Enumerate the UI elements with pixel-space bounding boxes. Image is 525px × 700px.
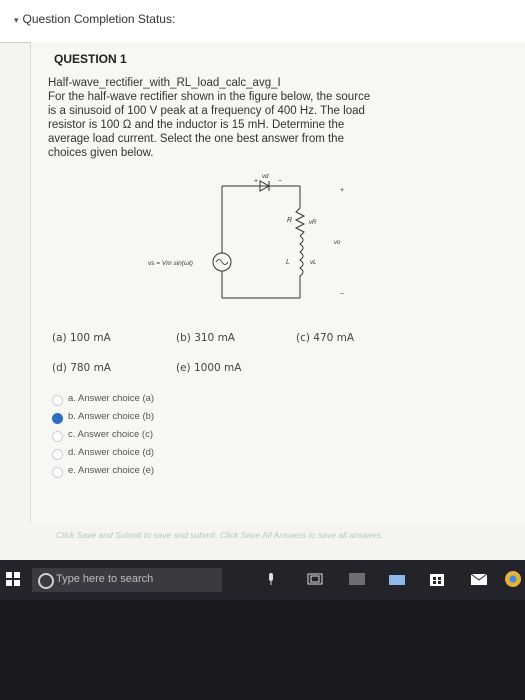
choice-c: (c) 470 mA: [296, 332, 355, 344]
radio-button-selected[interactable]: [52, 413, 63, 424]
question-body-line: is a sinusoid of 100 V peak at a frequency of 400 Hz. The load: [48, 105, 365, 117]
taskbar: [0, 560, 525, 600]
question-title-line: Half-wave_rectifier_with_RL_load_calc_avg_I: [48, 77, 281, 89]
answer-label: d. Answer choice (d): [68, 447, 155, 458]
chevron-down-icon[interactable]: ▾: [14, 15, 19, 25]
taskbar-search[interactable]: [32, 568, 222, 592]
submit-instructions: Click Save and Submit to save and submit. Click Save All Answers to save all answers.: [56, 530, 384, 540]
resistor-icon: [296, 208, 304, 236]
chrome-icon[interactable]: [504, 570, 522, 588]
resistor-voltage-label: vR: [309, 220, 317, 226]
question-body-line: average load current. Select the one best answer from the: [48, 133, 344, 145]
monitor-bezel: [0, 600, 525, 700]
microphone-icon[interactable]: [262, 570, 280, 588]
question-body-line: resistor is 100 Ω and the inductor is 15 mH. Determine the: [48, 119, 345, 131]
answer-label: b. Answer choice (b): [68, 411, 155, 422]
answer-label: c. Answer choice (c): [68, 429, 153, 440]
question-body-line: For the half-wave rectifier shown in the figure below, the source: [48, 91, 371, 103]
task-view-icon[interactable]: [306, 570, 324, 588]
answer-label: a. Answer choice (a): [68, 393, 155, 404]
resistor-label: R: [287, 217, 293, 224]
question-number: QUESTION 1: [54, 52, 127, 66]
inductor-icon: [300, 236, 303, 280]
radio-button[interactable]: [52, 431, 63, 442]
question-completion-status[interactable]: [14, 12, 175, 26]
diode-plus: +: [254, 178, 259, 185]
search-placeholder: Type here to search: [56, 573, 154, 585]
choice-d: (d) 780 mA: [52, 362, 111, 374]
output-minus: −: [340, 291, 345, 298]
cortana-icon: [38, 573, 54, 589]
output-voltage-label: vo: [334, 240, 341, 246]
source-label: vs = Vm sin(ωt): [148, 260, 193, 267]
file-explorer-icon[interactable]: [348, 570, 366, 588]
choice-a: (a) 100 mA: [52, 332, 111, 344]
radio-button[interactable]: [52, 467, 63, 478]
mail-icon[interactable]: [470, 570, 488, 588]
output-plus: +: [340, 187, 345, 194]
folder-icon[interactable]: [388, 570, 406, 588]
diode-minus: −: [278, 178, 283, 185]
radio-button[interactable]: [52, 395, 63, 406]
question-body-line: choices given below.: [48, 147, 154, 159]
status-label: Question Completion Status:: [22, 12, 176, 26]
store-icon[interactable]: [428, 570, 446, 588]
inductor-voltage-label: vL: [310, 260, 317, 266]
choice-e: (e) 1000 mA: [176, 362, 242, 374]
rectifier-circuit-diagram: [130, 172, 370, 302]
question-text: [48, 76, 428, 160]
inductor-label: L: [286, 259, 290, 266]
radio-button[interactable]: [52, 449, 63, 460]
choice-b: (b) 310 mA: [176, 332, 235, 344]
diode-voltage-label: vd: [262, 174, 269, 180]
answer-label: e. Answer choice (e): [68, 465, 155, 476]
status-header: [0, 0, 525, 43]
windows-start-icon[interactable]: [6, 572, 20, 586]
